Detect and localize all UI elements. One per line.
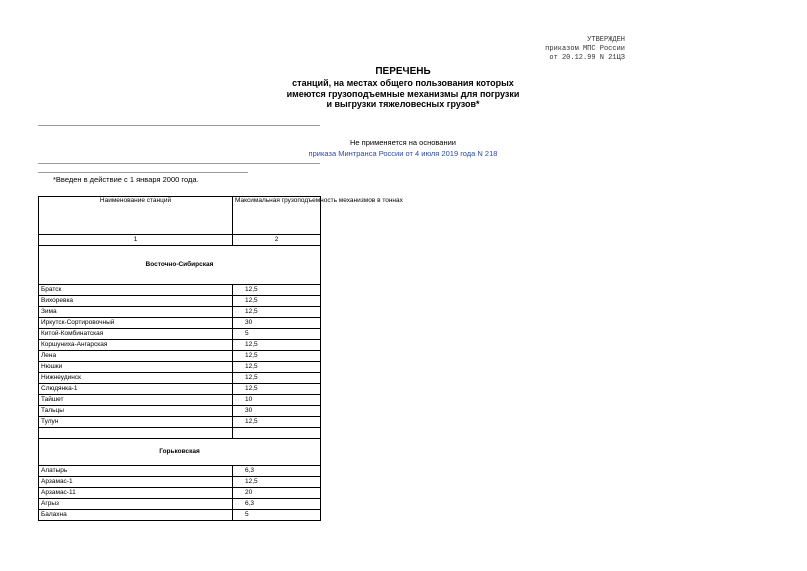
capacity-value: 12,5 <box>233 362 321 373</box>
capacity-value: 12,5 <box>233 384 321 395</box>
approval-line: от 20.12.99 N 21ЦЗ <box>549 54 625 62</box>
capacity-value: 12,5 <box>233 340 321 351</box>
approval-stamp <box>485 36 625 63</box>
capacity-value: 12,5 <box>233 477 321 488</box>
station-name: Алатырь <box>39 466 233 477</box>
capacity-value: 5 <box>233 329 321 340</box>
capacity-value: 6,3 <box>233 499 321 510</box>
column-header-station: Наименование станций <box>39 197 233 235</box>
capacity-value: 6,3 <box>233 466 321 477</box>
table-header-row <box>39 197 321 235</box>
footnote: *Введен в действие с 1 января 2000 года. <box>53 175 199 184</box>
column-number: 1 <box>39 235 233 246</box>
table-row <box>39 488 321 499</box>
table-row <box>39 307 321 318</box>
stations-table <box>38 196 403 521</box>
column-number: 2 <box>233 235 321 246</box>
title-line: и выгрузки тяжеловесных грузов* <box>326 99 480 109</box>
table-row <box>39 395 321 406</box>
table-row <box>39 406 321 417</box>
station-name: Тайшет <box>39 395 233 406</box>
station-name: Братск <box>39 285 233 296</box>
table-row <box>39 362 321 373</box>
capacity-value: 12,5 <box>233 417 321 428</box>
station-name: Арзамас-1 <box>39 477 233 488</box>
column-header-capacity: Максимальная грузоподъемность механизмов в тоннах <box>233 197 321 235</box>
capacity-value: 20 <box>233 488 321 499</box>
table-row <box>39 510 321 521</box>
station-name: Зима <box>39 307 233 318</box>
empty-cell <box>233 428 321 439</box>
capacity-value: 12,5 <box>233 296 321 307</box>
table-row <box>39 285 321 296</box>
station-name: Коршуниха-Ангарская <box>39 340 233 351</box>
table-row <box>39 499 321 510</box>
spacer-row <box>39 428 321 439</box>
station-name: Агрыз <box>39 499 233 510</box>
repeal-order-link[interactable]: приказа Минтранса России от 4 июля 2019 года N 218 <box>308 149 498 158</box>
table-row <box>39 384 321 395</box>
document-title <box>253 66 553 110</box>
table-body <box>39 235 321 521</box>
station-name: Китой-Комбинатская <box>39 329 233 340</box>
capacity-value: 10 <box>233 395 321 406</box>
table-row <box>39 373 321 384</box>
notice-text: Не применяется на основании <box>349 138 456 147</box>
table-row <box>39 417 321 428</box>
station-name: Балахна <box>39 510 233 521</box>
region-row <box>39 439 321 466</box>
divider <box>38 163 320 164</box>
status-notice <box>253 137 553 159</box>
station-name: Иркутск-Сортировочный <box>39 318 233 329</box>
capacity-value: 12,5 <box>233 285 321 296</box>
station-name: Тальцы <box>39 406 233 417</box>
footnote-divider <box>38 172 248 173</box>
table-row <box>39 329 321 340</box>
approval-line: УТВЕРЖДЕН <box>587 36 625 44</box>
table-row <box>39 477 321 488</box>
station-name: Лена <box>39 351 233 362</box>
table-row <box>39 318 321 329</box>
station-name: Тулун <box>39 417 233 428</box>
region-name: Горьковская <box>39 439 321 466</box>
table-row <box>39 351 321 362</box>
station-name: Вихоревка <box>39 296 233 307</box>
capacity-value: 5 <box>233 510 321 521</box>
table-row <box>39 296 321 307</box>
region-name: Восточно-Сибирская <box>39 246 321 285</box>
capacity-value: 30 <box>233 406 321 417</box>
empty-cell <box>39 428 233 439</box>
station-name: Нюшки <box>39 362 233 373</box>
region-row <box>39 246 321 285</box>
table-row <box>39 340 321 351</box>
title-line: станций, на местах общего пользования которых <box>292 78 514 88</box>
capacity-value: 12,5 <box>233 307 321 318</box>
station-name: Слюдянка-1 <box>39 384 233 395</box>
page-title: ПЕРЕЧЕНЬ <box>375 66 431 77</box>
capacity-value: 30 <box>233 318 321 329</box>
title-line: имеются грузоподъемные механизмы для погрузки <box>286 88 520 99</box>
divider <box>38 125 320 126</box>
capacity-value: 12,5 <box>233 351 321 362</box>
capacity-value: 12,5 <box>233 373 321 384</box>
station-name: Арзамас-11 <box>39 488 233 499</box>
column-number-row <box>39 235 321 246</box>
table-row <box>39 466 321 477</box>
station-name: Нижнеудинск <box>39 373 233 384</box>
approval-line: приказом МПС России <box>545 45 625 53</box>
